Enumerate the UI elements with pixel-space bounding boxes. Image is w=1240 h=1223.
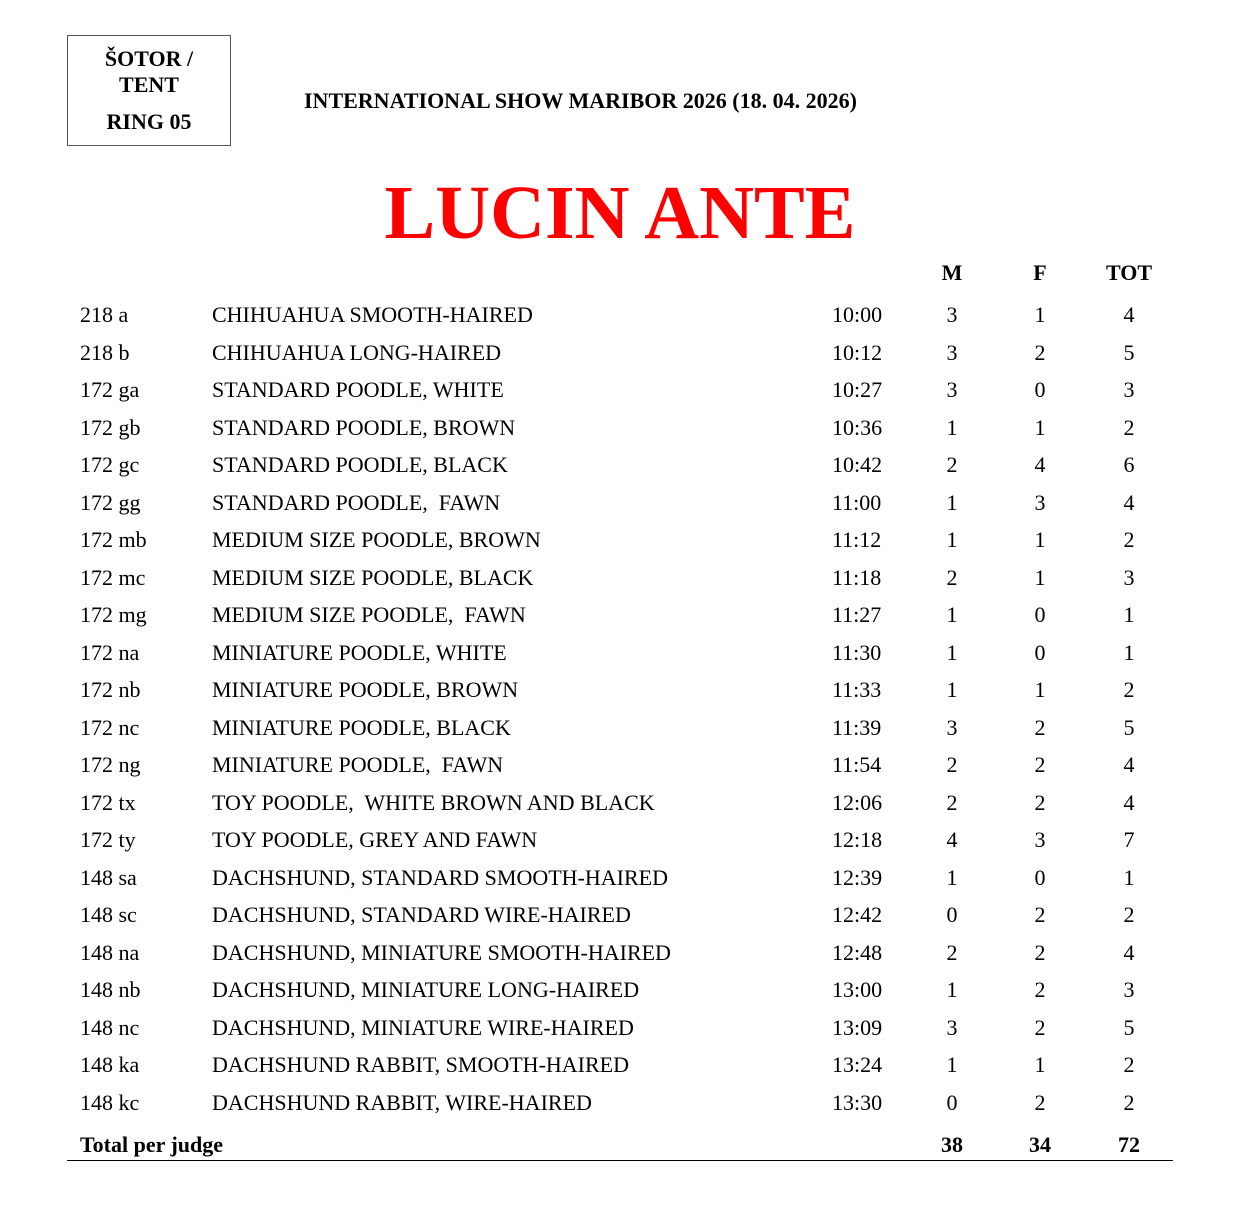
total-count: 2 bbox=[1123, 414, 1135, 440]
female-count: 3 bbox=[1034, 489, 1046, 515]
female-count: 1 bbox=[1034, 1052, 1046, 1077]
female-count: 2 bbox=[1034, 714, 1046, 740]
table-row bbox=[0, 863, 1240, 901]
male-count: 1 bbox=[946, 414, 958, 440]
class-code: 172 nc bbox=[80, 714, 140, 740]
judging-time: 10:36 bbox=[832, 414, 883, 440]
male-count: 3 bbox=[946, 302, 958, 327]
total-count: 4 bbox=[1123, 302, 1135, 327]
class-code: 148 nc bbox=[80, 1014, 140, 1040]
breed-name: STANDARD POODLE, BROWN bbox=[212, 414, 516, 440]
breed-name: STANDARD POODLE, WHITE bbox=[212, 377, 504, 402]
breed-name: CHIHUAHUA LONG-HAIRED bbox=[212, 339, 502, 365]
total-count: 2 bbox=[1123, 677, 1135, 702]
breed-name: MINIATURE POODLE, WHITE bbox=[212, 639, 507, 665]
breed-name: DACHSHUND, MINIATURE SMOOTH-HAIRED bbox=[212, 939, 671, 965]
total-males: 38 bbox=[941, 1132, 963, 1157]
show-title: INTERNATIONAL SHOW MARIBOR 2026 (18. 04. 2026) bbox=[304, 88, 857, 113]
judging-time: 13:09 bbox=[832, 1014, 883, 1040]
breed-name: CHIHUAHUA SMOOTH-HAIRED bbox=[212, 302, 533, 327]
female-count: 2 bbox=[1034, 902, 1046, 927]
female-count: 2 bbox=[1034, 1014, 1046, 1040]
female-count: 1 bbox=[1034, 302, 1046, 327]
female-count: 0 bbox=[1034, 602, 1046, 627]
total-count: 2 bbox=[1123, 1052, 1135, 1077]
table-row bbox=[0, 450, 1240, 488]
total-count: 3 bbox=[1123, 977, 1135, 1002]
judging-time: 12:18 bbox=[832, 827, 883, 852]
total-count: 7 bbox=[1123, 827, 1135, 852]
judging-time: 11:27 bbox=[832, 602, 882, 627]
total-count: 3 bbox=[1123, 377, 1135, 402]
column-header-total: TOT bbox=[1105, 260, 1153, 285]
class-code: 172 ng bbox=[80, 752, 141, 777]
male-count: 3 bbox=[946, 714, 958, 740]
judging-time: 13:24 bbox=[832, 1052, 883, 1077]
total-count: 72 bbox=[1118, 1132, 1140, 1157]
table-row bbox=[0, 563, 1240, 601]
table-row bbox=[0, 1013, 1240, 1051]
female-count: 2 bbox=[1034, 789, 1046, 815]
judging-time: 12:42 bbox=[832, 902, 883, 927]
breed-name: DACHSHUND, STANDARD WIRE-HAIRED bbox=[212, 902, 631, 927]
total-count: 4 bbox=[1123, 939, 1135, 965]
judge-name: LUCIN ANTE bbox=[384, 171, 856, 255]
male-count: 1 bbox=[946, 977, 958, 1002]
male-count: 1 bbox=[946, 1052, 958, 1077]
class-code: 172 mb bbox=[80, 527, 147, 552]
class-code: 172 gc bbox=[80, 452, 140, 477]
male-count: 4 bbox=[946, 827, 958, 852]
judging-time: 11:54 bbox=[832, 752, 882, 777]
male-count: 3 bbox=[946, 1014, 958, 1040]
male-count: 1 bbox=[946, 639, 958, 665]
total-females: 34 bbox=[1029, 1132, 1051, 1157]
male-count: 1 bbox=[946, 677, 958, 702]
ring-box-ring-number: RING 05 bbox=[106, 109, 192, 134]
female-count: 0 bbox=[1034, 864, 1046, 890]
ring-box-tent-label: ŠOTOR / bbox=[104, 46, 194, 71]
class-code: 172 tx bbox=[80, 789, 136, 815]
female-count: 4 bbox=[1034, 452, 1046, 477]
total-count: 1 bbox=[1123, 602, 1135, 627]
class-code: 148 kc bbox=[80, 1089, 140, 1115]
female-count: 3 bbox=[1034, 827, 1046, 852]
total-count: 4 bbox=[1123, 789, 1135, 815]
female-count: 2 bbox=[1034, 339, 1046, 365]
table-row bbox=[0, 375, 1240, 413]
female-count: 2 bbox=[1034, 752, 1046, 777]
male-count: 1 bbox=[946, 602, 958, 627]
judging-time: 11:00 bbox=[832, 489, 882, 515]
table-row bbox=[0, 1050, 1240, 1088]
female-count: 1 bbox=[1034, 527, 1046, 552]
judging-time: 10:12 bbox=[832, 339, 883, 365]
female-count: 2 bbox=[1034, 1089, 1046, 1115]
total-count: 2 bbox=[1123, 527, 1135, 552]
judging-time: 10:00 bbox=[832, 302, 883, 327]
ring-box bbox=[67, 35, 231, 146]
judging-time: 11:18 bbox=[832, 564, 882, 590]
class-code: 172 nb bbox=[80, 677, 141, 702]
table-row bbox=[0, 975, 1240, 1013]
total-count: 5 bbox=[1123, 714, 1135, 740]
breed-name: TOY POODLE, WHITE BROWN AND BLACK bbox=[212, 789, 655, 815]
total-count: 4 bbox=[1123, 489, 1135, 515]
table-row bbox=[0, 300, 1240, 338]
class-code: 172 mc bbox=[80, 564, 146, 590]
judging-time: 13:00 bbox=[832, 977, 883, 1002]
male-count: 2 bbox=[946, 939, 958, 965]
table-row bbox=[0, 1088, 1240, 1126]
table-row bbox=[0, 713, 1240, 751]
table-row bbox=[0, 938, 1240, 976]
schedule-table bbox=[0, 300, 1240, 1125]
table-row bbox=[0, 525, 1240, 563]
total-label: Total per judge bbox=[80, 1132, 224, 1157]
male-count: 2 bbox=[946, 452, 958, 477]
female-count: 0 bbox=[1034, 377, 1046, 402]
female-count: 2 bbox=[1034, 977, 1046, 1002]
class-code: 148 sc bbox=[80, 902, 137, 927]
judging-time: 12:39 bbox=[832, 864, 883, 890]
female-count: 1 bbox=[1034, 564, 1046, 590]
total-count: 1 bbox=[1123, 864, 1135, 890]
breed-name: DACHSHUND, MINIATURE LONG-HAIRED bbox=[212, 977, 640, 1002]
male-count: 1 bbox=[946, 864, 958, 890]
female-count: 0 bbox=[1034, 639, 1046, 665]
male-count: 3 bbox=[946, 339, 958, 365]
class-code: 148 nb bbox=[80, 977, 141, 1002]
judging-time: 11:33 bbox=[832, 677, 882, 702]
female-count: 1 bbox=[1034, 677, 1046, 702]
class-code: 148 na bbox=[80, 939, 140, 965]
judging-time: 12:48 bbox=[832, 939, 883, 965]
female-count: 2 bbox=[1034, 939, 1046, 965]
ring-box-tent-label-en: TENT bbox=[119, 72, 179, 97]
class-code: 148 sa bbox=[80, 864, 137, 890]
table-row bbox=[0, 338, 1240, 376]
total-count: 2 bbox=[1123, 1089, 1135, 1115]
table-row bbox=[0, 750, 1240, 788]
breed-name: DACHSHUND, STANDARD SMOOTH-HAIRED bbox=[212, 864, 668, 890]
total-count: 5 bbox=[1123, 1014, 1135, 1040]
breed-name: MEDIUM SIZE POODLE, FAWN bbox=[212, 602, 526, 627]
total-row bbox=[0, 1130, 1240, 1160]
table-row bbox=[0, 900, 1240, 938]
male-count: 1 bbox=[946, 489, 958, 515]
table-row bbox=[0, 413, 1240, 451]
class-code: 172 gb bbox=[80, 414, 141, 440]
judging-time: 10:42 bbox=[832, 452, 883, 477]
breed-name: MEDIUM SIZE POODLE, BROWN bbox=[212, 527, 541, 552]
class-code: 172 mg bbox=[80, 602, 147, 627]
male-count: 2 bbox=[946, 789, 958, 815]
total-count: 5 bbox=[1123, 339, 1135, 365]
table-row bbox=[0, 675, 1240, 713]
breed-name: TOY POODLE, GREY AND FAWN bbox=[212, 827, 538, 852]
table-row bbox=[0, 638, 1240, 676]
column-header-females: F bbox=[1033, 260, 1047, 285]
breed-name: DACHSHUND RABBIT, WIRE-HAIRED bbox=[212, 1089, 592, 1115]
breed-name: MEDIUM SIZE POODLE, BLACK bbox=[212, 564, 534, 590]
breed-name: MINIATURE POODLE, BLACK bbox=[212, 714, 511, 740]
total-underline bbox=[67, 1160, 1173, 1161]
total-count: 4 bbox=[1123, 752, 1135, 777]
judging-time: 13:30 bbox=[832, 1089, 883, 1115]
male-count: 0 bbox=[946, 902, 958, 927]
breed-name: DACHSHUND, MINIATURE WIRE-HAIRED bbox=[212, 1014, 634, 1040]
male-count: 2 bbox=[946, 564, 958, 590]
male-count: 0 bbox=[946, 1089, 958, 1115]
class-code: 148 ka bbox=[80, 1052, 140, 1077]
judging-time: 11:30 bbox=[832, 639, 882, 665]
column-header-males: M bbox=[941, 260, 963, 285]
class-code: 172 ty bbox=[80, 827, 136, 852]
table-row bbox=[0, 600, 1240, 638]
total-count: 6 bbox=[1123, 452, 1135, 477]
class-code: 172 na bbox=[80, 639, 140, 665]
female-count: 1 bbox=[1034, 414, 1046, 440]
male-count: 2 bbox=[946, 752, 958, 777]
table-row bbox=[0, 488, 1240, 526]
judging-time: 11:39 bbox=[832, 714, 882, 740]
class-code: 218 a bbox=[80, 302, 129, 327]
judging-time: 12:06 bbox=[832, 789, 883, 815]
breed-name: DACHSHUND RABBIT, SMOOTH-HAIRED bbox=[212, 1052, 629, 1077]
class-code: 172 gg bbox=[80, 489, 141, 515]
breed-name: MINIATURE POODLE, FAWN bbox=[212, 752, 504, 777]
breed-name: STANDARD POODLE, FAWN bbox=[212, 489, 501, 515]
male-count: 3 bbox=[946, 377, 958, 402]
total-count: 2 bbox=[1123, 902, 1135, 927]
judging-time: 10:27 bbox=[832, 377, 883, 402]
total-count: 1 bbox=[1123, 639, 1135, 665]
table-row bbox=[0, 788, 1240, 826]
judging-time: 11:12 bbox=[832, 527, 882, 552]
breed-name: STANDARD POODLE, BLACK bbox=[212, 452, 508, 477]
class-code: 218 b bbox=[80, 339, 130, 365]
male-count: 1 bbox=[946, 527, 958, 552]
total-count: 3 bbox=[1123, 564, 1135, 590]
table-row bbox=[0, 825, 1240, 863]
class-code: 172 ga bbox=[80, 377, 140, 402]
breed-name: MINIATURE POODLE, BROWN bbox=[212, 677, 519, 702]
